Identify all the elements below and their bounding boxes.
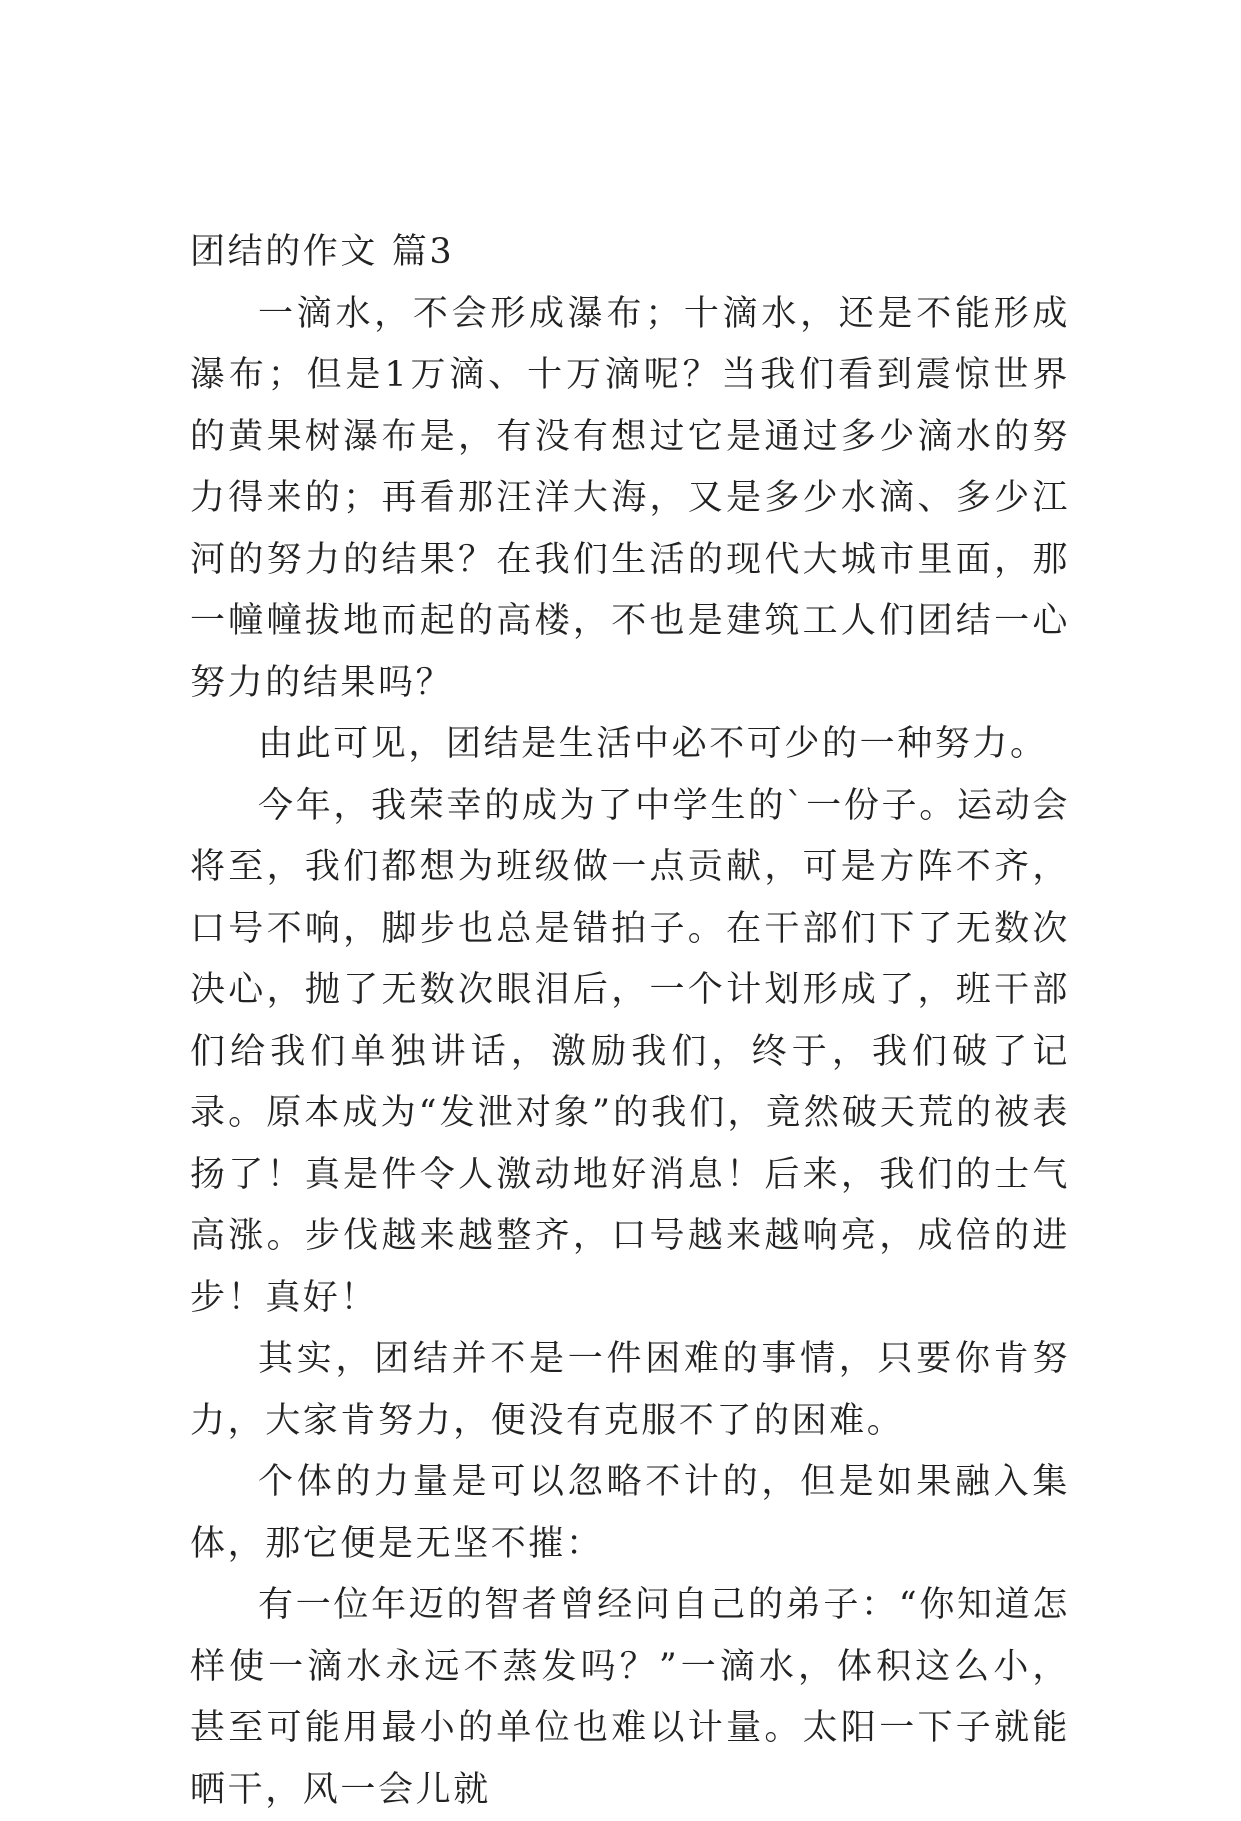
- paragraph-individual-strength: 个体的力量是可以忽略不计的，但是如果融入集体，那它便是无坚不摧：: [190, 1462, 1070, 1564]
- paragraph-unity-necessary: 由此可见，团结是生活中必不可少的一种努力。: [258, 724, 1048, 764]
- document-body: [190, 222, 1070, 1821]
- paragraph-not-difficult: 其实，团结并不是一件困难的事情，只要你肯努力，大家肯努力，便没有克服不了的困难。: [190, 1339, 1070, 1441]
- paragraph-sports-meet: 今年，我荣幸的成为了中学生的`一份子。运动会将至，我们都想为班级做一点贡献，可是方阵不齐，口号不响，脚步也总是错拍子。在干部们下了无数次决心，抛了无数次眼泪后，一个计划形成了，班干部们给我们单独讲话，激励我们，终于，我们破了记录。原本成为“发泄对象”的我们，竟然破天荒的被表扬了！真是件令人激动地好消息！后来，我们的士气高涨。步伐越来越整齐，口号越来越响亮，成倍的进步！真好！: [190, 785, 1070, 1318]
- document-title: 团结的作文 篇3: [190, 232, 455, 272]
- paragraph-waterfall: 一滴水，不会形成瀑布；十滴水，还是不能形成瀑布；但是1万滴、十万滴呢？当我们看到震惊世界的黄果树瀑布是，有没有想过它是通过多少滴水的努力得来的；再看那汪洋大海，又是多少水滴、多少江河的努力的结果？在我们生活的现代大城市里面，那一幢幢拔地而起的高楼，不也是建筑工人们团结一心努力的结果吗？: [190, 293, 1070, 703]
- paragraph-wise-man: 有一位年迈的智者曾经问自己的弟子：“你知道怎样使一滴水永远不蒸发吗？”一滴水，体积这么小，甚至可能用最小的单位也难以计量。太阳一下子就能晒干，风一会儿就: [190, 1585, 1070, 1810]
